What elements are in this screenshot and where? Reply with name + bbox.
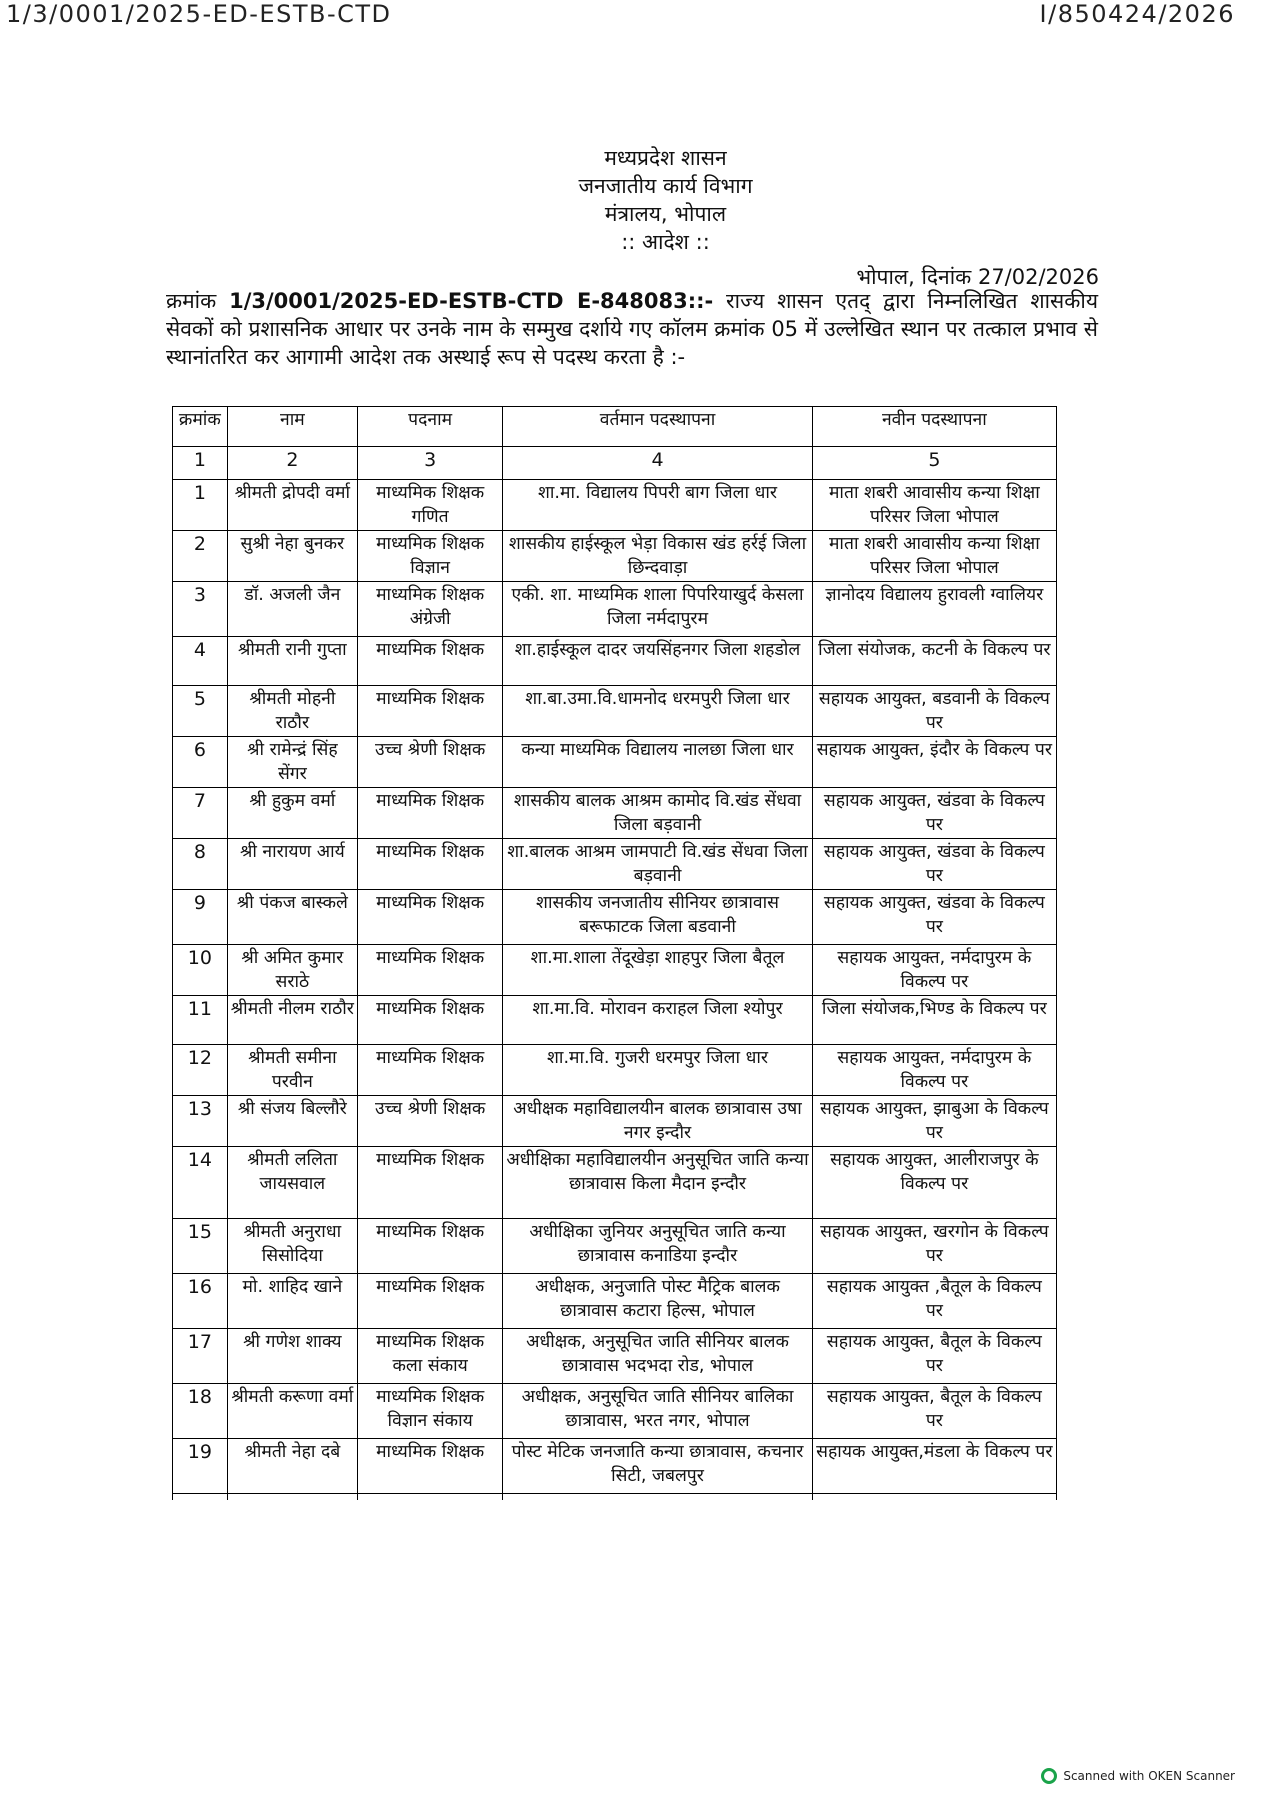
cell-current-posting: पोस्ट मेटिक जनजाति कन्या छात्रावास, कचनार सिटी, जबलपुर (503, 1439, 812, 1494)
cell-serial: 1 (173, 480, 228, 531)
cell-new-posting: जिला संयोजक, कटनी के विकल्प पर (812, 637, 1056, 686)
cell-designation: माध्यमिक शिक्षक विज्ञान (358, 531, 503, 582)
cell-designation: माध्यमिक शिक्षक कला संकाय (358, 1329, 503, 1384)
cell-designation: माध्यमिक शिक्षक अंग्रेजी (358, 582, 503, 637)
table-row (173, 582, 1057, 637)
cell-name: श्री गणेश शाक्य (227, 1329, 357, 1384)
header-designation: पदनाम (358, 407, 503, 447)
cell-designation: माध्यमिक शिक्षक (358, 1147, 503, 1219)
column-number-row (173, 447, 1057, 480)
cell-current-posting: कन्या माध्यमिक विद्यालय नालछा जिला धार (503, 737, 812, 788)
cell-name: श्रीमती समीना परवीन (227, 1045, 357, 1096)
cell-name: मो. शाहिद खाने (227, 1274, 357, 1329)
cell-serial: 6 (173, 737, 228, 788)
table-row (173, 1219, 1057, 1274)
cell-new-posting: सहायक आयुक्त, बडवानी के विकल्प पर (812, 686, 1056, 737)
cell-new-posting: ज्ञानोदय विद्यालय हुरावली ग्वालियर (812, 582, 1056, 637)
cell-new-posting: सहायक आयुक्त,मंडला के विकल्प पर (812, 1439, 1056, 1494)
cell-name: श्रीमती अनुराधा सिसोदिया (227, 1219, 357, 1274)
intro-paragraph (166, 287, 1098, 371)
table-row (173, 945, 1057, 996)
cell-serial: 11 (173, 996, 228, 1045)
cell-designation: माध्यमिक शिक्षक (358, 1219, 503, 1274)
cell-name: श्री हुकुम वर्मा (227, 788, 357, 839)
table-row (173, 480, 1057, 531)
oken-scanner-logo-icon (1041, 1768, 1057, 1784)
cell-serial: 17 (173, 1329, 228, 1384)
cell-serial: 19 (173, 1439, 228, 1494)
table-row (173, 839, 1057, 890)
cell-name: श्री नारायण आर्य (227, 839, 357, 890)
cell-new-posting: सहायक आयुक्त, आलीराजपुर के विकल्प पर (812, 1147, 1056, 1219)
heading-ministry: मंत्रालय, भोपाल (604, 202, 727, 226)
cell-current-posting: शासकीय हाईस्कूल भेड़ा विकास खंड हर्रई जिला छिन्दवाड़ा (503, 531, 812, 582)
cell-current-posting: अधीक्षिका महाविद्यालयीन अनुसूचित जाति कन्या छात्रावास किला मैदान इन्दौर (503, 1147, 812, 1219)
table-row (173, 996, 1057, 1045)
cell-name: श्रीमती ललिता जायसवाल (227, 1147, 357, 1219)
cell-current-posting: शा.मा.शाला तेंदूखेड़ा शाहपुर जिला बैतूल (503, 945, 812, 996)
table-row (173, 1045, 1057, 1096)
cell-current-posting: अधीक्षक, अनुसूचित जाति सीनियर बालक छात्रावास भदभदा रोड, भोपाल (503, 1329, 812, 1384)
cell-name: श्रीमती नीलम राठौर (227, 996, 357, 1045)
cell-current-posting: शासकीय जनजातीय सीनियर छात्रावास बरूफाटक जिला बडवानी (503, 890, 812, 945)
cell-current-posting: शा.बा.उमा.वि.धामनोद धरमपुरी जिला धार (503, 686, 812, 737)
cell-name: श्रीमती करूणा वर्मा (227, 1384, 357, 1439)
cell-name: सुश्री नेहा बुनकर (227, 531, 357, 582)
cell-current-posting: अधीक्षिका जुनियर अनुसूचित जाति कन्या छात्रावास कनाडिया इन्दौर (503, 1219, 812, 1274)
continuation-cell (358, 1494, 503, 1501)
cell-designation: माध्यमिक शिक्षक (358, 1274, 503, 1329)
cell-name: श्रीमती नेहा दबे (227, 1439, 357, 1494)
header-left-ref: 1/3/0001/2025-ED-ESTB-CTD (6, 0, 392, 28)
cell-serial: 2 (173, 531, 228, 582)
heading-order: :: आदेश :: (621, 230, 710, 254)
column-number: 3 (358, 447, 503, 480)
cell-new-posting: सहायक आयुक्त, खंडवा के विकल्प पर (812, 839, 1056, 890)
cell-new-posting: सहायक आयुक्त ,बैतूल के विकल्प पर (812, 1274, 1056, 1329)
cell-serial: 3 (173, 582, 228, 637)
cell-new-posting: सहायक आयुक्त, झाबुआ के विकल्प पर (812, 1096, 1056, 1147)
cell-new-posting: सहायक आयुक्त, खंडवा के विकल्प पर (812, 788, 1056, 839)
cell-name: श्री पंकज बास्कले (227, 890, 357, 945)
table-row (173, 637, 1057, 686)
cell-designation: माध्यमिक शिक्षक (358, 1439, 503, 1494)
cell-serial: 18 (173, 1384, 228, 1439)
column-number: 2 (227, 447, 357, 480)
table-row (173, 737, 1057, 788)
intro-prefix: क्रमांक (166, 289, 230, 313)
intro-text: राज्य शासन एतद् द्वारा निम्नलिखित शासकीय सेवकों को प्रशासनिक आधार पर उनके नाम के सम्मुख दर्शाये गए कॉलम क्रमांक 05 में उल्लेखित स्थान पर तत्काल प्रभाव से स्थानांतरित कर आगामी आदेश तक अस्थाई रूप से पदस्थ करता है :- (166, 289, 1099, 369)
order-number: 1/3/0001/2025-ED-ESTB-CTD E-848083::- (229, 289, 714, 313)
table-row (173, 1439, 1057, 1494)
continuation-cell (503, 1494, 812, 1501)
cell-name: श्री अमित कुमार सराठे (227, 945, 357, 996)
cell-serial: 8 (173, 839, 228, 890)
cell-designation: माध्यमिक शिक्षक (358, 686, 503, 737)
cell-designation: माध्यमिक शिक्षक (358, 839, 503, 890)
cell-name: डॉ. अजली जैन (227, 582, 357, 637)
cell-serial: 4 (173, 637, 228, 686)
table-row (173, 890, 1057, 945)
cell-designation: माध्यमिक शिक्षक (358, 788, 503, 839)
cell-new-posting: जिला संयोजक,भिण्ड के विकल्प पर (812, 996, 1056, 1045)
cell-designation: माध्यमिक शिक्षक विज्ञान संकाय (358, 1384, 503, 1439)
cell-designation: माध्यमिक शिक्षक (358, 996, 503, 1045)
continuation-cell (227, 1494, 357, 1501)
cell-current-posting: शा.मा.वि. मोरावन कराहल जिला श्योपुर (503, 996, 812, 1045)
cell-name: श्री संजय बिल्लौरे (227, 1096, 357, 1147)
cell-name: श्रीमती रानी गुप्ता (227, 637, 357, 686)
header-current-posting: वर्तमान पदस्थापना (503, 407, 812, 447)
cell-serial: 13 (173, 1096, 228, 1147)
cell-new-posting: सहायक आयुक्त, बैतूल के विकल्प पर (812, 1329, 1056, 1384)
column-number: 5 (812, 447, 1056, 480)
cell-new-posting: सहायक आयुक्त, खरगोन के विकल्प पर (812, 1219, 1056, 1274)
scanner-text: Scanned with OKEN Scanner (1063, 1769, 1235, 1783)
header-serial: क्रमांक (173, 407, 228, 447)
table-row (173, 788, 1057, 839)
cell-current-posting: शा.मा. विद्यालय पिपरी बाग जिला धार (503, 480, 812, 531)
cell-serial: 14 (173, 1147, 228, 1219)
transfer-table (172, 406, 1057, 1500)
table-row (173, 1329, 1057, 1384)
cell-serial: 16 (173, 1274, 228, 1329)
cell-serial: 10 (173, 945, 228, 996)
cell-serial: 7 (173, 788, 228, 839)
header-name: नाम (227, 407, 357, 447)
scanner-footer (1041, 1768, 1235, 1784)
cell-new-posting: सहायक आयुक्त, नर्मदापुरम के विकल्प पर (812, 945, 1056, 996)
heading-department: जनजातीय कार्य विभाग (578, 174, 753, 198)
cell-designation: माध्यमिक शिक्षक (358, 890, 503, 945)
cell-name: श्रीमती मोहनी राठौर (227, 686, 357, 737)
cell-designation: माध्यमिक शिक्षक (358, 945, 503, 996)
cell-current-posting: अधीक्षक, अनुजाति पोस्ट मैट्रिक बालक छात्रावास कटारा हिल्स, भोपाल (503, 1274, 812, 1329)
table-row (173, 1384, 1057, 1439)
cell-designation: माध्यमिक शिक्षक (358, 637, 503, 686)
cell-serial: 12 (173, 1045, 228, 1096)
cell-designation: माध्यमिक शिक्षक गणित (358, 480, 503, 531)
cell-current-posting: शा.बालक आश्रम जामपाटी वि.खंड सेंधवा जिला बड़वानी (503, 839, 812, 890)
table-row (173, 531, 1057, 582)
cell-current-posting: शासकीय बालक आश्रम कामोद वि.खंड सेंधवा जिला बड़वानी (503, 788, 812, 839)
cell-new-posting: सहायक आयुक्त, इंदौर के विकल्प पर (812, 737, 1056, 788)
table-row (173, 1096, 1057, 1147)
cell-name: श्रीमती द्रोपदी वर्मा (227, 480, 357, 531)
cell-serial: 5 (173, 686, 228, 737)
cell-new-posting: सहायक आयुक्त, नर्मदापुरम के विकल्प पर (812, 1045, 1056, 1096)
column-number: 1 (173, 447, 228, 480)
column-number: 4 (503, 447, 812, 480)
heading-government: मध्यप्रदेश शासन (604, 146, 727, 170)
table-row (173, 686, 1057, 737)
table-row (173, 1274, 1057, 1329)
cell-serial: 9 (173, 890, 228, 945)
header-new-posting: नवीन पदस्थापना (812, 407, 1056, 447)
cell-new-posting: माता शबरी आवासीय कन्या शिक्षा परिसर जिला भोपाल (812, 480, 1056, 531)
cell-designation: माध्यमिक शिक्षक (358, 1045, 503, 1096)
cell-designation: उच्च श्रेणी शिक्षक (358, 737, 503, 788)
cell-current-posting: शा.मा.वि. गुजरी धरमपुर जिला धार (503, 1045, 812, 1096)
table-header-row (173, 407, 1057, 447)
table-continuation-row (173, 1494, 1057, 1501)
continuation-cell (812, 1494, 1056, 1501)
cell-current-posting: अधीक्षक महाविद्यालयीन बालक छात्रावास उषा नगर इन्दौर (503, 1096, 812, 1147)
document-heading (0, 144, 1271, 256)
header-right-ref: I/850424/2026 (1039, 0, 1235, 28)
date-line: भोपाल, दिनांक 27/02/2026 (856, 265, 1099, 289)
cell-current-posting: शा.हाईस्कूल दादर जयसिंहनगर जिला शहडोल (503, 637, 812, 686)
cell-new-posting: सहायक आयुक्त, खंडवा के विकल्प पर (812, 890, 1056, 945)
cell-designation: उच्च श्रेणी शिक्षक (358, 1096, 503, 1147)
cell-name: श्री रामेन्द्रं सिंह सेंगर (227, 737, 357, 788)
table-row (173, 1147, 1057, 1219)
cell-serial: 15 (173, 1219, 228, 1274)
cell-current-posting: एकी. शा. माध्यमिक शाला पिपरियाखुर्द केसला जिला नर्मदापुरम (503, 582, 812, 637)
cell-new-posting: सहायक आयुक्त, बैतूल के विकल्प पर (812, 1384, 1056, 1439)
cell-new-posting: माता शबरी आवासीय कन्या शिक्षा परिसर जिला भोपाल (812, 531, 1056, 582)
continuation-cell (173, 1494, 228, 1501)
cell-current-posting: अधीक्षक, अनुसूचित जाति सीनियर बालिका छात्रावास, भरत नगर, भोपाल (503, 1384, 812, 1439)
